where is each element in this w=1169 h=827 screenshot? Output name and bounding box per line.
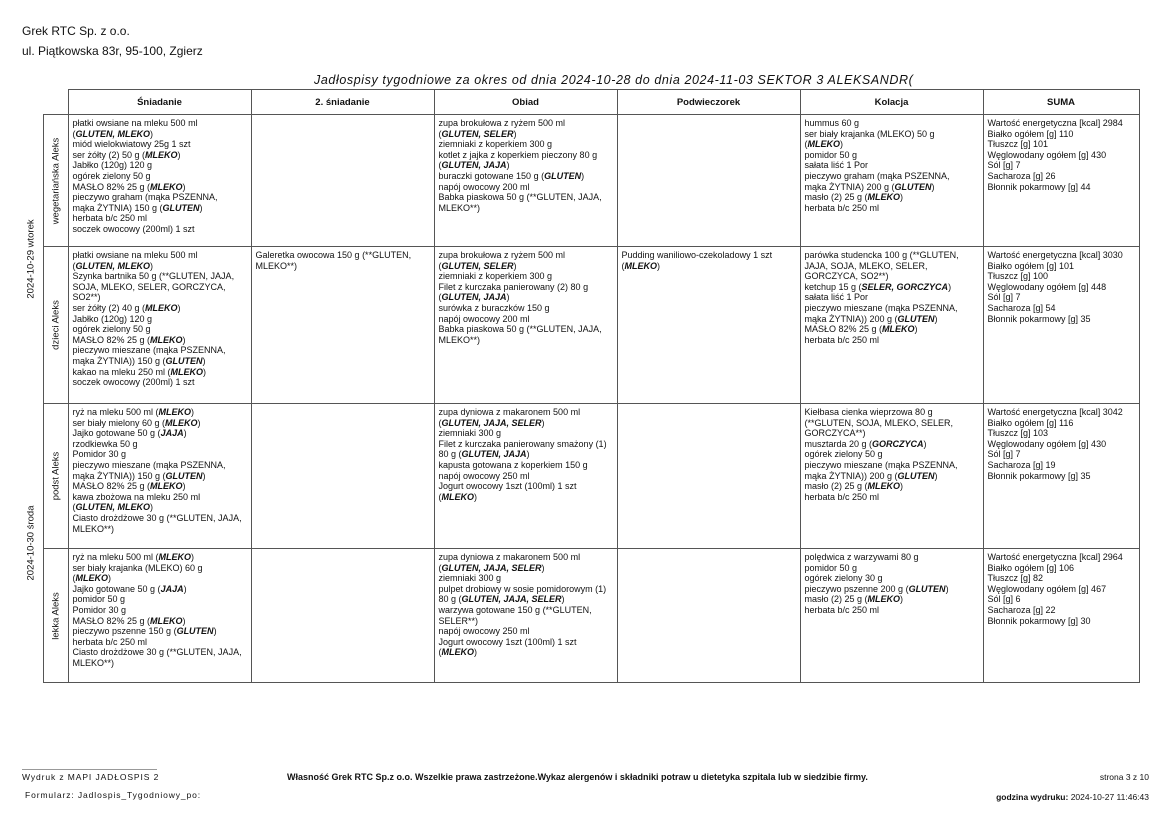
cell-line: napój owocowy 200 ml (438, 181, 530, 192)
cell-line: ketchup 15 g (SELER, GORCZYCA) (804, 281, 952, 292)
cell-line: Węglowodany ogółem [g] 430 (987, 149, 1107, 160)
cell-line: pomidor 50 g (804, 149, 858, 160)
diet-name-cell (43, 115, 68, 247)
cell-line: soczek owocowy (200ml) 1 szt (72, 377, 195, 388)
meal-cell-second-breakfast (251, 404, 434, 549)
cell-line: herbata b/c 250 ml (72, 636, 148, 647)
cell-line: Jogurt owocowy 1szt (100ml) 1 szt (438, 636, 577, 647)
cell-line: ryż na mleku 500 ml (MLEKO) (72, 407, 195, 417)
cell-line: Tłuszcz [g] 100 (987, 271, 1049, 282)
cell-line: MASŁO 82% 25 g (MLEKO) (72, 481, 186, 492)
meal-cell-lunch (434, 247, 617, 404)
cell-line: ser żółty (2) 50 g (MLEKO) (72, 149, 181, 160)
cell-line: kotlet z jajka z koperkiem pieczony 80 g (438, 149, 598, 160)
meal-cell-supper (800, 115, 983, 247)
cell-line: MLEKO**) (438, 334, 481, 345)
cell-line: zupa dyniowa z makaronem 500 ml (438, 552, 581, 562)
cell-line: GORCZYCA, SO2**) (804, 271, 889, 282)
cell-line: Ciasto drożdżowe 30 g (**GLUTEN, JAJA, (72, 647, 242, 658)
footer-divider (22, 769, 157, 770)
document-title: Jadłospisy tygodniowe za okres od dnia 2024-10-28 do dnia 2024-11-03 SEKTOR 3 ALEKSANDR( (314, 73, 914, 87)
footer-copyright: Własność Grek RTC Sp.z o.o. Wszelkie prawa zastrzeżone.Wykaz alergenów i składniki potraw u dietetyka szpitala lub w siedzibie firmy. (287, 772, 868, 782)
cell-line: Sacharoza [g] 54 (987, 302, 1056, 313)
cell-line: (**GLUTEN, SOJA, MLEKO, SELER, (804, 417, 954, 428)
cell-line: Sacharoza [g] 26 (987, 170, 1056, 181)
cell-line: ziemniaki z koperkiem 300 g (438, 271, 553, 282)
cell-line: zupa dyniowa z makaronem 500 ml (438, 407, 581, 417)
cell-line: SELER**) (438, 615, 479, 626)
cell-line: GORCZYCA**) (804, 428, 866, 439)
cell-line: napój owocowy 200 ml (438, 313, 530, 324)
page-number: strona 3 z 10 (1099, 772, 1149, 782)
meal-cell-breakfast (68, 247, 251, 404)
cell-line: kakao na mleku 250 ml (MLEKO) (72, 366, 207, 377)
cell-line: mąka ŻYTNIA) 150 g (GLUTEN) (72, 202, 203, 213)
cell-line: Węglowodany ogółem [g] 430 (987, 438, 1107, 449)
cell-line: MASŁO 82% 25 g (MLEKO) (72, 334, 186, 345)
day-date-cell (20, 404, 43, 683)
cell-line: ser biały mielony 60 g (MLEKO) (72, 417, 201, 428)
cell-line: MASŁO 82% 25 g (MLEKO) (72, 181, 186, 192)
meal-cell-second-breakfast (251, 115, 434, 247)
meal-cell-breakfast (68, 115, 251, 247)
cell-line: (GLUTEN, JAJA, SELER) (438, 417, 545, 428)
cell-line: Sól [g] 7 (987, 292, 1021, 303)
cell-line: Sól [g] 7 (987, 160, 1021, 171)
nutrition-sum-cell (983, 115, 1139, 247)
cell-line: Wartość energetyczna [kcal] 3042 (987, 407, 1123, 417)
diet-name-label: podst Aleks (50, 451, 61, 501)
cell-line: Sól [g] 6 (987, 594, 1021, 605)
cell-line: ogórek zielony 50 g (72, 170, 151, 181)
cell-line: kawa zbożowa na mleku 250 ml (72, 491, 201, 502)
print-time-label: godzina wydruku: (996, 792, 1069, 802)
day-date-label: 2024-10-30 środa (25, 505, 37, 581)
cell-line: Wartość energetyczna [kcal] 2964 (987, 552, 1123, 562)
cell-line: płatki owsiane na mleku 500 ml (72, 118, 198, 128)
meal-cell-snack (617, 549, 800, 683)
footer-form-name: Formularz: Jadlospis_Tygodniowy_po: (25, 790, 202, 800)
cell-line: pieczywo mieszane (mąka PSZENNA, (72, 345, 226, 356)
company-name: Grek RTC Sp. z o.o. (22, 24, 130, 38)
nutrition-sum-cell (983, 404, 1139, 549)
nutrition-sum-cell (983, 549, 1139, 683)
meal-cell-snack (617, 115, 800, 247)
cell-line: (GLUTEN, JAJA) (438, 160, 510, 171)
cell-line: Pudding waniliowo-czekoladowy 1 szt (621, 250, 773, 260)
cell-line: MASŁO 82% 25 g (MLEKO) (72, 615, 186, 626)
cell-line: pieczywo mieszane (mąka PSZENNA, (72, 459, 226, 470)
column-header-snack: Podwieczorek (617, 90, 800, 115)
cell-line: napój owocowy 250 ml (438, 626, 530, 637)
cell-line: ziemniaki 300 g (438, 573, 502, 584)
cell-line: Białko ogółem [g] 110 (987, 128, 1074, 139)
diet-name-cell (43, 247, 68, 404)
diet-name-label: lekka Aleks (50, 591, 61, 640)
meal-cell-second-breakfast (251, 549, 434, 683)
cell-line: Babka piaskowa 50 g (**GLUTEN, JAJA, (438, 192, 602, 203)
cell-line: pieczywo pszenne 200 g (GLUTEN) (804, 583, 949, 594)
table-row (20, 247, 1139, 404)
cell-line: miód wielokwiatowy 25g 1 szt (72, 139, 191, 150)
day-date-cell (20, 115, 43, 404)
cell-line: masło (2) 25 g (MLEKO) (804, 192, 904, 203)
cell-line: mąka ŻYTNIA)) 200 g (GLUTEN) (804, 470, 938, 481)
cell-line: zupa brokułowa z ryżem 500 ml (438, 250, 566, 260)
cell-line: (MLEKO) (438, 491, 477, 502)
cell-line: mąka ŻYTNIA)) 150 g (GLUTEN) (72, 355, 206, 366)
cell-line: Wartość energetyczna [kcal] 3030 (987, 250, 1123, 260)
cell-line: (GLUTEN, MLEKO) (72, 502, 153, 513)
table-row (20, 115, 1139, 247)
cell-line: polędwica z warzywami 80 g (804, 552, 919, 562)
cell-line: ser biały krajanka (MLEKO) 60 g (72, 562, 203, 573)
menu-table (20, 89, 1140, 683)
cell-line: Białko ogółem [g] 106 (987, 562, 1075, 573)
cell-line: Tłuszcz [g] 103 (987, 428, 1049, 439)
diet-name-label: dzieci Aleks (50, 300, 61, 350)
footer-print-source: Wydruk z MAPI JADŁOSPIS 2 (22, 772, 160, 782)
cell-line: herbata b/c 250 ml (804, 604, 880, 615)
cell-line: buraczki gotowane 150 g (GLUTEN) (438, 170, 585, 181)
cell-line: ziemniaki z koperkiem 300 g (438, 139, 553, 150)
cell-line: Pomidor 30 g (72, 604, 127, 615)
cell-line: (GLUTEN, JAJA) (438, 292, 510, 303)
cell-line: Błonnik pokarmowy [g] 35 (987, 470, 1091, 481)
meal-cell-second-breakfast (251, 247, 434, 404)
cell-line: Węglowodany ogółem [g] 467 (987, 583, 1107, 594)
cell-line: (MLEKO) (438, 647, 477, 658)
cell-line: płatki owsiane na mleku 500 ml (72, 250, 198, 260)
cell-line: mąka ŻYTNIA)) 200 g (GLUTEN) (804, 313, 938, 324)
cell-line: pomidor 50 g (804, 562, 858, 573)
meal-cell-supper (800, 247, 983, 404)
table-row (20, 549, 1139, 683)
cell-line: masło (2) 25 g (MLEKO) (804, 594, 904, 605)
cell-line: (MLEKO) (804, 139, 843, 150)
cell-line: Sacharoza [g] 22 (987, 604, 1056, 615)
cell-line: pomidor 50 g (72, 594, 126, 605)
cell-line: Wartość energetyczna [kcal] 2984 (987, 118, 1123, 128)
meal-cell-lunch (434, 115, 617, 247)
column-header-lunch: Obiad (434, 90, 617, 115)
cell-line: ser żółty (2) 40 g (MLEKO) (72, 302, 181, 313)
cell-line: Błonnik pokarmowy [g] 30 (987, 615, 1091, 626)
cell-line: JAJA, SOJA, MLEKO, SELER, (804, 260, 928, 271)
cell-line: soczek owocowy (200ml) 1 szt (72, 223, 195, 234)
cell-line: herbata b/c 250 ml (72, 213, 148, 224)
cell-line: rzodkiewka 50 g (72, 438, 138, 449)
cell-line: Filet z kurczaka panierowany smażony (1) (438, 438, 607, 449)
cell-line: sałata liść 1 Por (804, 292, 869, 303)
meal-cell-breakfast (68, 404, 251, 549)
cell-line: parówka studencka 100 g (**GLUTEN, (804, 250, 959, 260)
cell-line: Węglowodany ogółem [g] 448 (987, 281, 1107, 292)
cell-line: (MLEKO) (621, 260, 660, 271)
cell-line: ziemniaki 300 g (438, 428, 502, 439)
cell-line: Błonnik pokarmowy [g] 35 (987, 313, 1091, 324)
cell-line: (GLUTEN, SELER) (438, 128, 517, 139)
column-header-second-breakfast: 2. śniadanie (251, 90, 434, 115)
meal-cell-lunch (434, 549, 617, 683)
table-row (20, 404, 1139, 549)
cell-line: Jajko gotowane 50 g (JAJA) (72, 583, 187, 594)
column-header-supper: Kolacja (800, 90, 983, 115)
print-time-value: 2024-10-27 11:46:43 (1070, 792, 1149, 802)
cell-line: pieczywo graham (mąka PSZENNA, (804, 170, 950, 181)
diet-name-cell (43, 404, 68, 549)
cell-line: Błonnik pokarmowy [g] 44 (987, 181, 1091, 192)
diet-name-label: wegetariańska Aleks (50, 137, 61, 224)
cell-line: (MLEKO) (72, 573, 111, 584)
cell-line: Jogurt owocowy 1szt (100ml) 1 szt (438, 481, 577, 492)
cell-line: Szynka bartnika 50 g (**GLUTEN, JAJA, (72, 271, 235, 282)
cell-line: ryż na mleku 500 ml (MLEKO) (72, 552, 195, 562)
cell-line: Babka piaskowa 50 g (**GLUTEN, JAJA, (438, 324, 602, 335)
cell-line: pulpet drobiowy w sosie pomidorowym (1) (438, 583, 607, 594)
cell-line: MLEKO**) (72, 523, 115, 534)
cell-line: masło (2) 25 g (MLEKO) (804, 481, 904, 492)
cell-line: kapusta gotowana z koperkiem 150 g (438, 459, 588, 470)
cell-line: SO2**) (72, 292, 101, 303)
cell-line: musztarda 20 g (GORCZYCA) (804, 438, 927, 449)
cell-line: Tłuszcz [g] 101 (987, 139, 1049, 150)
column-header-sum: SUMA (983, 90, 1139, 115)
cell-line: surówka z buraczków 150 g (438, 302, 550, 313)
day-date-label: 2024-10-29 wtorek (25, 219, 37, 299)
cell-line: herbata b/c 250 ml (804, 491, 880, 502)
cell-line: ogórek zielony 30 g (804, 573, 883, 584)
cell-line: Ciasto drożdżowe 30 g (**GLUTEN, JAJA, (72, 512, 242, 523)
meal-cell-breakfast (68, 549, 251, 683)
cell-line: pieczywo pszenne 150 g (GLUTEN) (72, 626, 217, 637)
cell-line: mąka ŻYTNIA)) 150 g (GLUTEN) (72, 470, 206, 481)
cell-line: ogórek zielony 50 g (72, 324, 151, 335)
cell-line: SOJA, MLEKO, SELER, GORCZYCA, (72, 281, 226, 292)
cell-line: Białko ogółem [g] 116 (987, 417, 1074, 428)
cell-line: (GLUTEN, MLEKO) (72, 260, 153, 271)
cell-line: pieczywo mieszane (mąka PSZENNA, (804, 302, 958, 313)
cell-line: Białko ogółem [g] 101 (987, 260, 1075, 271)
diet-name-cell (43, 549, 68, 683)
cell-line: pieczywo mieszane (mąka PSZENNA, (804, 459, 958, 470)
cell-line: sałata liść 1 Por (804, 160, 869, 171)
cell-line: Pomidor 30 g (72, 449, 127, 460)
cell-line: napój owocowy 250 ml (438, 470, 530, 481)
meal-cell-supper (800, 549, 983, 683)
cell-line: ogórek zielony 50 g (804, 449, 883, 460)
cell-line: MASŁO 82% 25 g (MLEKO) (804, 324, 918, 335)
cell-line: MLEKO**) (438, 202, 481, 213)
cell-line: (GLUTEN, SELER) (438, 260, 517, 271)
cell-line: Tłuszcz [g] 82 (987, 573, 1044, 584)
cell-line: 80 g (GLUTEN, JAJA, SELER) (438, 594, 565, 605)
column-header-breakfast: Śniadanie (68, 90, 251, 115)
cell-line: Jabłko (120g) 120 g (72, 313, 153, 324)
cell-line: pieczywo graham (mąka PSZENNA, (72, 192, 218, 203)
cell-line: Jabłko (120g) 120 g (72, 160, 153, 171)
cell-line: zupa brokułowa z ryżem 500 ml (438, 118, 566, 128)
cell-line: MLEKO**) (255, 260, 298, 271)
cell-line: Kiełbasa cienka wieprzowa 80 g (804, 407, 933, 417)
meal-cell-supper (800, 404, 983, 549)
meal-cell-snack (617, 247, 800, 404)
meal-cell-snack (617, 404, 800, 549)
cell-line: ser biały krajanka (MLEKO) 50 g (804, 128, 935, 139)
cell-line: Sacharoza [g] 19 (987, 459, 1056, 470)
cell-line: herbata b/c 250 ml (804, 202, 880, 213)
company-address: ul. Piątkowska 83r, 95-100, Zgierz (22, 44, 203, 58)
cell-line: herbata b/c 250 ml (804, 334, 880, 345)
cell-line: (GLUTEN, MLEKO) (72, 128, 153, 139)
cell-line: Filet z kurczaka panierowany (2) 80 g (438, 281, 589, 292)
cell-line: (GLUTEN, JAJA, SELER) (438, 562, 545, 573)
cell-line: Jajko gotowane 50 g (JAJA) (72, 428, 187, 439)
cell-line: hummus 60 g (804, 118, 860, 128)
cell-line: warzywa gotowane 150 g (**GLUTEN, (438, 604, 592, 615)
cell-line: Galeretka owocowa 150 g (**GLUTEN, (255, 250, 412, 260)
cell-line: MLEKO**) (72, 657, 115, 668)
meal-cell-lunch (434, 404, 617, 549)
print-time (996, 792, 1149, 802)
cell-line: mąka ŻYTNIA) 200 g (GLUTEN) (804, 181, 935, 192)
cell-line: 80 g (GLUTEN, JAJA) (438, 449, 530, 460)
nutrition-sum-cell (983, 247, 1139, 404)
cell-line: Sól [g] 7 (987, 449, 1021, 460)
